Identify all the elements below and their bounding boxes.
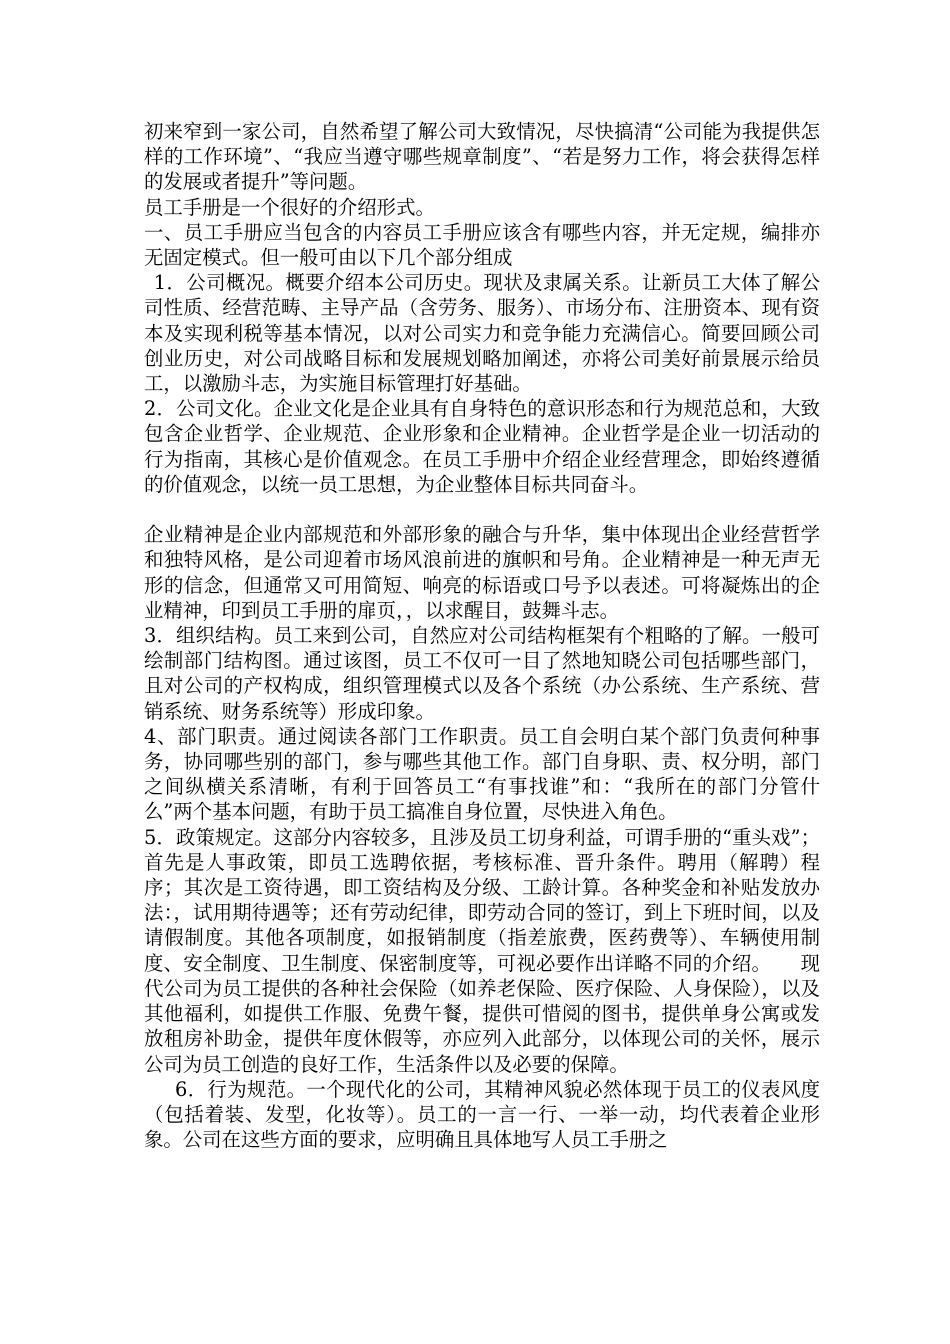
paragraph-policy-rules: 5．政策规定。这部分内容较多，且涉及员工切身利益，可谓手册的“重头戏”；首先是人事政策，即员工选聘依据，考核标准、晋升条件。聘用（解聘）程序；其次是工资待遇，即工资结构及分级、工龄计算。各种奖金和补贴发放办法：，试用期待遇等；还有劳动纪律，即劳动合同的签订，到上下班时间，以及请假制度。其他各项制度，如报销制度（指差旅费，医药费等）、车辆使用制度、安全制度、卫生制度、保密制度等，可视必要作出详略不同的介绍。 现代公司为员工提供的各种社会保险（如养老保险、医疗保险、人身保险），以及其他福利，如提供工作服、免费午餐，提供可惜阅的图书，提供单身公寓或发放租房补助金，提供年度休假等，亦应列入此部分，以体现公司的关怀，展示公司为员工创造的良好工作，生活条件以及必要的保障。 xyxy=(144,825,820,1076)
paragraph-organization-structure: 3．组织结构。员工来到公司，自然应对公司结构框架有个粗略的了解。一般可绘制部门结构图。通过该图，员工不仅可一目了然地知晓公司包括哪些部门，且对公司的产权构成，组织管理模式以及各个系统（办公系统、生产系统、营销系统、财务系统等）形成印象。 xyxy=(144,624,820,723)
paragraph-spacer xyxy=(144,497,820,522)
paragraph-enterprise-spirit: 企业精神是企业内部规范和外部形象的融合与升华，集中体现出企业经营哲学和独特风格，是公司迎着市场风浪前进的旗帜和号角。企业精神是一种无声无形的信念，但通常又可用简短、响亮的标语或口号予以表述。可将凝炼出的企业精神，印到员工手册的扉页，，以求醒目，鼓舞斗志。 xyxy=(144,523,820,622)
paragraph-department-duties: 4、部门职责。通过阅读各部门工作职责。员工自会明白某个部门负责何种事务，协同哪些别的部门，参与哪些其他工作。部门自身职、责、权分明，部门之间纵横关系清晰，有利于回答员工“有事找谁”和：“我所在的部门分管什么”两个基本问题，有助于员工搞准自身位置，尽快进入角色。 xyxy=(144,724,820,824)
document-page xyxy=(144,119,820,1152)
paragraph-section-one-heading: 一、员工手册应当包含的内容员工手册应该含有哪些内容，并无定规，编排亦无固定模式。但一般可由以下几个部分组成 xyxy=(144,220,820,270)
paragraph-handbook-form: 员工手册是一个很好的介绍形式。 xyxy=(144,195,435,219)
paragraph-behavior-norms: 6．行为规范。一个现代化的公司，其精神风貌必然体现于员工的仪表风度（包括着装、发型，化妆等）。员工的一言一行、一举一动，均代表着企业形象。公司在这些方面的要求，应明确且具体地写人员工手册之 xyxy=(144,1077,820,1152)
paragraph-company-overview: 1．公司概况。概要介绍本公司历史。现状及隶属关系。让新员工大体了解公司性质、经营范畴、主导产品（含劳务、服务）、市场分布、注册资本、现有资本及实现利税等基本情况，以对公司实力和竞争能力充满信心。简要回顾公司创业历史，对公司战略目标和发展规划略加阐述，亦将公司美好前景展示给员工，以激励斗志，为实施目标管理打好基础。 xyxy=(144,271,820,396)
paragraph-intro: 初来窄到一家公司，自然希望了解公司大致情况，尽快搞清“公司能为我提供怎样的工作环境”、“我应当遵守哪些规章制度”、“若是努力工作，将会获得怎样的发展或者提升”等问题。 xyxy=(144,120,820,194)
paragraph-company-culture: 2．公司文化。企业文化是企业具有自身特色的意识形态和行为规范总和，大致包含企业哲学、企业规范、企业形象和企业精神。企业哲学是企业一切活动的行为指南，其核心是价值观念。在员工手册中介绍企业经营理念，即始终遵循的价值观念，以统一员工思想，为企业整体目标共同奋斗。 xyxy=(144,397,820,496)
